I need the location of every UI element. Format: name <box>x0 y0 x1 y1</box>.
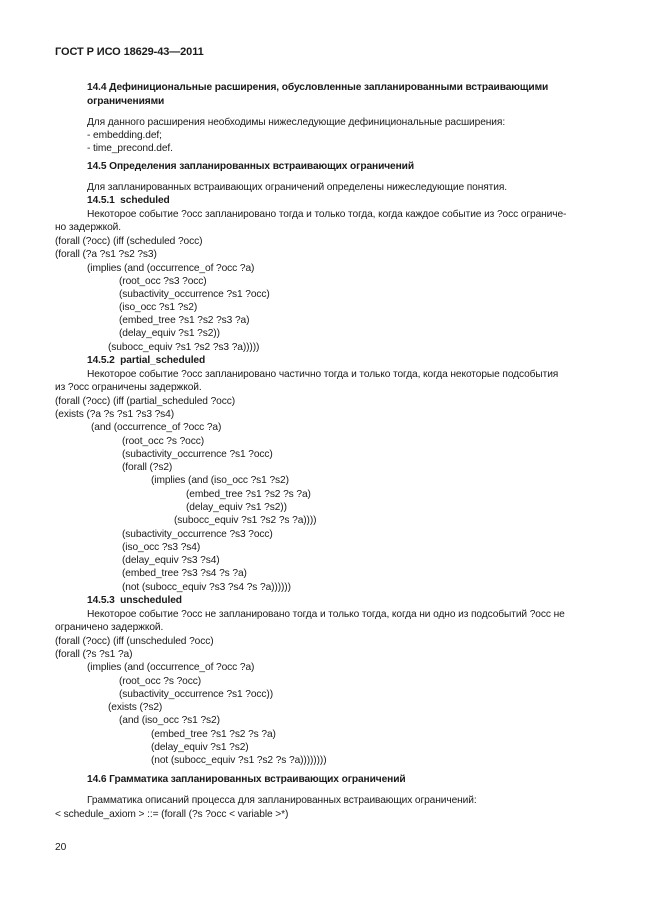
section-14-5-1-desc-line2: но задержкой. <box>55 222 122 233</box>
section-14-6-grammar-rule: < schedule_axiom > ::= (forall (?s ?occ < variable >*) <box>55 809 289 820</box>
section-14-5-3-title: 14.5.3 unscheduled <box>87 595 182 606</box>
code-line: (delay_equiv ?s1 ?s2) <box>151 742 249 753</box>
code-line: (and (occurrence_of ?occ ?a) <box>91 422 222 433</box>
code-line: (delay_equiv ?s3 ?s4) <box>122 555 220 566</box>
code-line: (implies (and (occurrence_of ?occ ?a) <box>87 263 255 274</box>
code-line: (embed_tree ?s1 ?s2 ?s3 ?a) <box>119 315 250 326</box>
section-14-5-intro: Для запланированных встраивающих ограничений определены нижеследующие понятия. <box>87 182 507 193</box>
section-14-4-item-1: - embedding.def; <box>87 130 162 141</box>
section-14-4-title-line2: ограничениями <box>87 96 165 107</box>
code-line: (subocc_equiv ?s1 ?s2 ?s ?a)))) <box>174 515 317 526</box>
code-line: (and (iso_occ ?s1 ?s2) <box>119 715 220 726</box>
code-line: (iso_occ ?s1 ?s2) <box>119 302 198 313</box>
code-line: (embed_tree ?s1 ?s2 ?s ?a) <box>186 489 311 500</box>
code-line: (delay_equiv ?s1 ?s2)) <box>186 502 287 513</box>
code-line: (subocc_equiv ?s1 ?s2 ?s3 ?a))))) <box>108 342 260 353</box>
code-line: (subactivity_occurrence ?s1 ?occ)) <box>119 689 274 700</box>
code-line: (iso_occ ?s3 ?s4) <box>122 542 201 553</box>
code-line: (not (subocc_equiv ?s3 ?s4 ?s ?a)))))) <box>122 582 291 593</box>
section-14-5-2-title: 14.5.2 partial_scheduled <box>87 355 206 366</box>
section-14-5-1-desc-line1: Некоторое событие ?occ запланировано тогда и только тогда, когда каждое событие из ?occ ограниче- <box>87 209 567 220</box>
code-line: (exists (?a ?s ?s1 ?s3 ?s4) <box>55 409 175 420</box>
code-line: (forall (?s ?s1 ?a) <box>55 649 133 660</box>
section-14-5-3-desc-line2: ограничено задержкой. <box>55 622 164 633</box>
code-line: (subactivity_occurrence ?s1 ?occ) <box>119 289 270 300</box>
section-14-5-title: 14.5 Определения запланированных встраивающих ограничений <box>87 161 414 172</box>
code-line: (subactivity_occurrence ?s3 ?occ) <box>122 529 273 540</box>
code-line: (root_occ ?s ?occ) <box>119 676 201 687</box>
code-line: (not (subocc_equiv ?s1 ?s2 ?s ?a)))))))) <box>151 755 327 766</box>
code-line: (implies (and (occurrence_of ?occ ?a) <box>87 662 255 673</box>
page-number: 20 <box>55 842 67 853</box>
section-14-4-item-2: - time_precond.def. <box>87 143 173 154</box>
code-line: (implies (and (iso_occ ?s1 ?s2) <box>151 475 289 486</box>
code-line: (root_occ ?s3 ?occ) <box>119 276 207 287</box>
section-14-6-intro: Грамматика описаний процесса для запланированных встраивающих ограничений: <box>87 795 477 806</box>
code-line: (subactivity_occurrence ?s1 ?occ) <box>122 449 273 460</box>
code-line: (forall (?a ?s1 ?s2 ?s3) <box>55 249 157 260</box>
code-line: (forall (?occ) (iff (scheduled ?occ) <box>55 236 203 247</box>
code-line: (forall (?occ) (iff (unscheduled ?occ) <box>55 636 214 647</box>
section-14-4-title-line1: 14.4 Дефинициональные расширения, обусловленные запланированными встраивающими <box>87 82 549 93</box>
code-line: (root_occ ?s ?occ) <box>122 436 204 447</box>
section-14-5-1-title: 14.5.1 scheduled <box>87 195 170 206</box>
code-line: (forall (?s2) <box>122 462 173 473</box>
code-line: (exists (?s2) <box>108 702 163 713</box>
code-line: (delay_equiv ?s1 ?s2)) <box>119 328 220 339</box>
section-14-6-title: 14.6 Грамматика запланированных встраивающих ограничений <box>87 774 406 785</box>
code-line: (embed_tree ?s1 ?s2 ?s ?a) <box>151 729 276 740</box>
section-14-4-intro: Для данного расширения необходимы нижеследующие дефиниционaльные расширения: <box>87 117 506 128</box>
section-14-5-2-desc-line1: Некоторое событие ?occ запланировано частично тогда и только тогда, когда некоторые подсобытия <box>87 369 559 380</box>
document-header-id: ГОСТ Р ИСО 18629-43—2011 <box>55 46 204 58</box>
code-line: (forall (?occ) (iff (partial_scheduled ?occ) <box>55 396 235 407</box>
section-14-5-2-desc-line2: из ?occ ограничены задержкой. <box>55 382 202 393</box>
code-line: (embed_tree ?s3 ?s4 ?s ?a) <box>122 568 247 579</box>
section-14-5-3-desc-line1: Некоторое событие ?occ не запланировано тогда и только тогда, когда ни одно из подсобытий ?occ не <box>87 609 565 620</box>
